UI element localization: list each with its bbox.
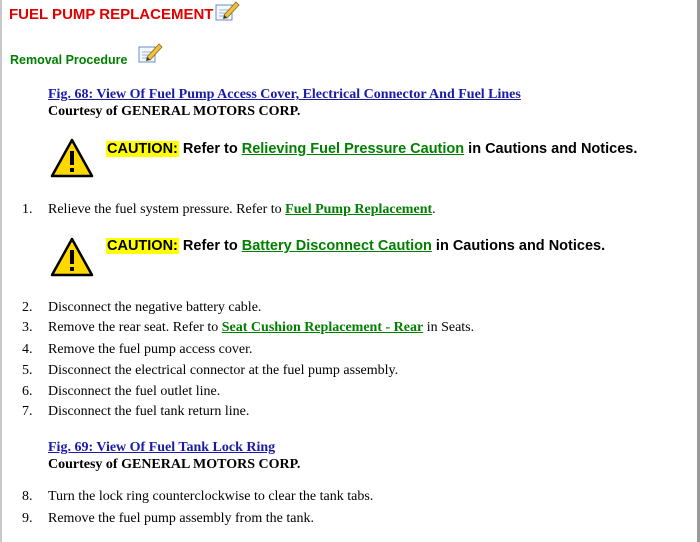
step-number: 7. (22, 404, 33, 419)
step-text: Remove the fuel pump access cover. (48, 342, 253, 357)
step-text: Disconnect the fuel outlet line. (48, 384, 221, 399)
step-text: Turn the lock ring counterclockwise to clear the tank tabs. (48, 489, 374, 504)
step-text: Disconnect the negative battery cable. (48, 300, 262, 315)
list-item (22, 300, 261, 316)
caution-text: in Cautions and Notices. (431, 238, 606, 254)
caution-text: Refer to (178, 141, 242, 157)
step-text: Relieve the fuel system pressure. Refer to (48, 202, 286, 217)
figure-caption (48, 440, 275, 456)
caution-link[interactable]: Relieving Fuel Pressure Caution (241, 141, 465, 157)
figure-courtesy: Courtesy of GENERAL MOTORS CORP. (48, 457, 301, 472)
warning-icon (50, 138, 94, 178)
section-subtitle: Removal Procedure (10, 53, 128, 67)
figure-courtesy: Courtesy of GENERAL MOTORS CORP. (48, 104, 301, 119)
step-text: Remove the fuel pump assembly from the tank. (48, 511, 314, 526)
list-item (22, 363, 398, 379)
list-item (22, 202, 436, 218)
step-number: 8. (22, 489, 33, 504)
step-number: 4. (22, 342, 33, 357)
list-item (22, 489, 373, 505)
step-number: 6. (22, 384, 33, 399)
list-item (22, 342, 252, 358)
caution-notice (106, 238, 605, 254)
page-title: FUEL PUMP REPLACEMENT (9, 6, 214, 23)
step-number: 5. (22, 363, 33, 378)
caution-text: in Cautions and Notices. (464, 141, 638, 157)
caution-label: CAUTION: (107, 238, 178, 254)
step-link[interactable]: Seat Cushion Replacement - Rear (221, 320, 424, 335)
step-text: Remove the rear seat. Refer to (48, 320, 222, 335)
step-text: Disconnect the electrical connector at the fuel pump assembly. (48, 363, 399, 378)
list-item (22, 404, 249, 420)
step-text: in Seats. (423, 320, 475, 335)
page-border-left (0, 0, 2, 542)
edit-icon[interactable] (214, 0, 240, 22)
edit-icon[interactable] (137, 42, 163, 64)
figure-caption (48, 87, 521, 103)
list-item (22, 320, 474, 336)
caution-link[interactable]: Battery Disconnect Caution (241, 238, 432, 254)
step-text: . (432, 202, 436, 217)
step-number: 9. (22, 511, 33, 526)
caution-text: Refer to (178, 238, 242, 254)
caution-label: CAUTION: (107, 141, 178, 157)
figure-link[interactable]: Fig. 68: View Of Fuel Pump Access Cover, Electrical Connector And Fuel Lines (48, 87, 521, 102)
step-number: 1. (22, 202, 33, 217)
figure-link[interactable]: Fig. 69: View Of Fuel Tank Lock Ring (48, 440, 276, 455)
step-text: Disconnect the fuel tank return line. (48, 404, 250, 419)
warning-icon (50, 237, 94, 277)
caution-notice (106, 141, 637, 157)
step-number: 2. (22, 300, 33, 315)
list-item (22, 384, 220, 400)
step-link[interactable]: Fuel Pump Replacement (285, 202, 433, 217)
list-item (22, 511, 314, 527)
step-number: 3. (22, 320, 33, 335)
